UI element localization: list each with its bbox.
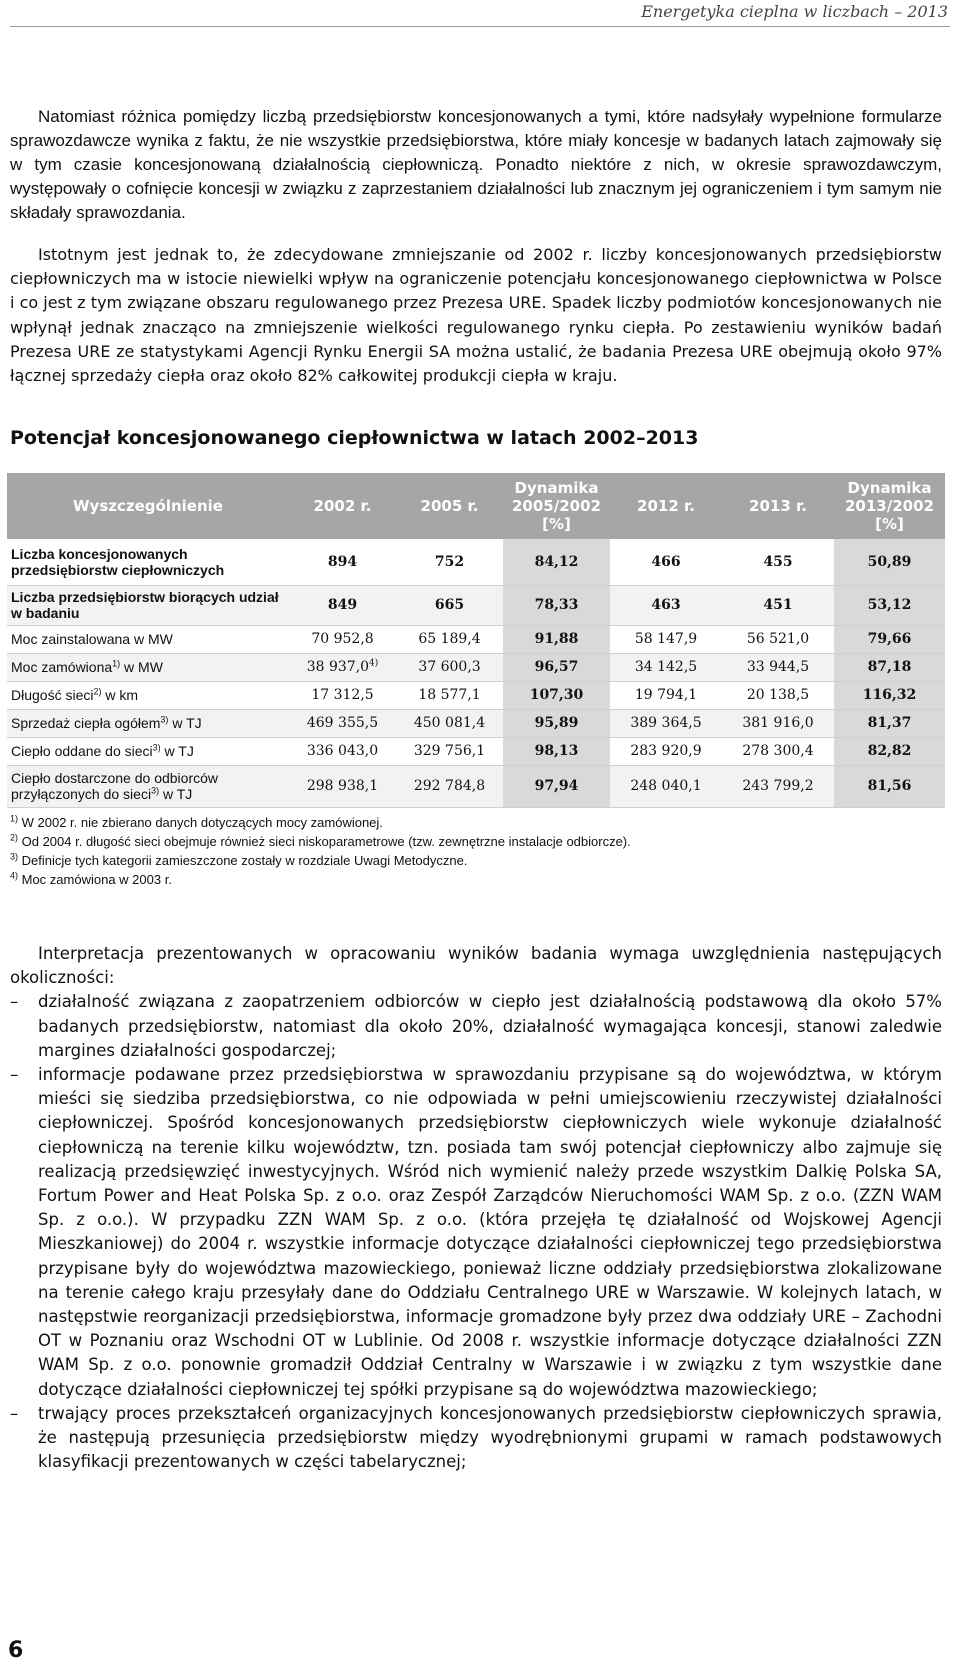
header-cell: 2002 r.: [289, 473, 396, 539]
row-label-unit: w km: [101, 687, 139, 703]
table-row: [7, 539, 945, 585]
cell: 451: [722, 585, 834, 625]
cell: 56 521,0: [722, 625, 834, 653]
list-item-text: trwający proces przekształceń organizacyjnych koncesjonowanych przedsiębiorstw ciepłowniczych sprawia, że następują przesunięcia przedsiębiorstw między wyodrębnionymi grupami w ramach podstawowych klasyfikacji prezentowanych w części tabelarycznej;: [38, 1403, 942, 1472]
footnote-text: Moc zamówiona w 2003 r.: [18, 872, 172, 887]
dash-bullet: –: [10, 992, 19, 1012]
cell: 50,89: [834, 539, 945, 585]
cell: 292 784,8: [396, 765, 503, 807]
footnote-mark: 3): [151, 785, 160, 796]
cell: 79,66: [834, 625, 945, 653]
cell: 95,89: [503, 709, 610, 737]
cell: 20 138,5: [722, 681, 834, 709]
cell: 116,32: [834, 681, 945, 709]
footnote-mark: 4): [369, 658, 379, 669]
row-label: Liczba koncesjonowanych przedsiębiorstw ciepłowniczych: [7, 539, 289, 585]
header-cell: Wyszczególnienie: [7, 473, 289, 539]
cell: 37 600,3: [396, 653, 503, 681]
cell: 98,13: [503, 737, 610, 765]
footnote-text: Od 2004 r. długość sieci obejmuje również sieci niskoparametrowe (tzw. zewnętrzne instalacje odbiorcze).: [18, 834, 631, 849]
potential-table: [7, 473, 945, 808]
cell: 381 916,0: [722, 709, 834, 737]
dash-bullet: –: [10, 1065, 19, 1085]
cell: 336 043,0: [289, 737, 396, 765]
conditions-list: [10, 990, 942, 1474]
table-row: [7, 681, 945, 709]
footnote-text: W 2002 r. nie zbierano danych dotyczących mocy zamówionej.: [18, 815, 383, 830]
cell: 87,18: [834, 653, 945, 681]
header-cell: Dynamika 2013/2002 [%]: [834, 473, 945, 539]
footnote-mark: 1): [112, 658, 121, 669]
table-row: [7, 765, 945, 807]
footnote-mark: 1): [10, 813, 19, 824]
table-row: [7, 737, 945, 765]
cell: 283 920,9: [610, 737, 722, 765]
section-title: Potencjał koncesjonowanego ciepłownictwa w latach 2002–2013: [10, 427, 699, 449]
row-label: [7, 653, 289, 681]
cell: 849: [289, 585, 396, 625]
cell: 894: [289, 539, 396, 585]
cell: 33 944,5: [722, 653, 834, 681]
dash-bullet: –: [10, 1403, 19, 1423]
footnote-mark: 3): [152, 742, 161, 753]
cell: 78,33: [503, 585, 610, 625]
paragraph-2: Istotnym jest jednak to, że zdecydowane zmniejszanie od 2002 r. liczby koncesjonowanych przedsiębiorstw ciepłowniczych ma w istocie niewielki wpływ na ograniczenie potencjału koncesjonowanego ciepłownictwa w Polsce i co jest z tym związane obszaru regulowanego przez Prezesa URE. Spadek liczby podmiotów koncesjonowanych nie wpłynął jednak znacząco na zmniejszenie wielkości regulowanego rynku ciepła. Po zestawieniu wyników badań Prezesa URE ze statystykami Agencji Rynku Energii SA można ustalić, że badania Prezesa URE obejmują około 97% łącznej sprzedaży ciepła oraz około 82% całkowitej produkcji ciepła w kraju.: [10, 245, 942, 386]
list-item-text: działalność związana z zaopatrzeniem odbiorców w ciepło jest działalnością podstawową dla około 57% badanych przedsiębiorstw, natomiast dla około 20%, działalność wymagająca koncesji, stanowi zaledwie margines działalności gospodarczej;: [38, 992, 942, 1060]
table-row: [7, 625, 945, 653]
cell: 389 364,5: [610, 709, 722, 737]
footnote-mark: 3): [10, 851, 19, 862]
cell: 466: [610, 539, 722, 585]
cell: 96,57: [503, 653, 610, 681]
row-label-unit: w MW: [120, 659, 163, 675]
row-label: Moc zainstalowana w MW: [7, 625, 289, 653]
list-item: [10, 1402, 942, 1475]
row-label: [7, 737, 289, 765]
footnote-mark: 3): [160, 714, 169, 725]
cell: 248 040,1: [610, 765, 722, 807]
header-cell: 2005 r.: [396, 473, 503, 539]
cell: 107,30: [503, 681, 610, 709]
cell: 53,12: [834, 585, 945, 625]
row-label-unit: w TJ: [159, 786, 193, 802]
footnote: [10, 813, 940, 832]
footnote-text: Definicje tych kategorii zamieszczone zostały w rozdziale Uwagi Metodyczne.: [18, 853, 468, 868]
table-header-row: [7, 473, 945, 539]
cell: [289, 653, 396, 681]
cell: 58 147,9: [610, 625, 722, 653]
table-row: [7, 585, 945, 625]
footnote: [10, 832, 940, 851]
cell: 469 355,5: [289, 709, 396, 737]
cell: 17 312,5: [289, 681, 396, 709]
table-row: [7, 709, 945, 737]
footnote: [10, 851, 940, 870]
table-row: [7, 653, 945, 681]
cell: 81,37: [834, 709, 945, 737]
row-label-text: Ciepło dostarczone do odbiorców przyłączonych do sieci: [11, 770, 219, 802]
row-label-unit: w TJ: [160, 743, 194, 759]
footnote-mark: 4): [10, 870, 19, 881]
list-item-text: informacje podawane przez przedsiębiorstwa w sprawozdaniu przypisane są do województwa, w którym mieści się siedziba przedsiębiorstwa, co nie odpowiada w pełni umiejscowieniu rzeczywistej działalności ciepłowniczej. Spośród koncesjonowanych przedsiębiorstw ciepłowniczych wiele wykonuje działalność ciepłowniczą na terenie kilku województw, tzn. posiada tam swój potencjał ciepłowniczy albo zajmuje się realizacją przedsięwzięć inwestycyjnych. Wśród nich wymienić należy przede wszystkim Dalkię Polska SA, Fortum Power and Heat Polska Sp. z o.o. oraz Zespół Zarządców Nieruchomości WAM Sp. z o.o. (ZZN WAM Sp. z o.o.). W przypadku ZZN WAM Sp. z o.o. (która przejęła tę działalność od Wojskowej Agencji Mieszkaniowej) do 2004 r. wszystkie informacje dotyczące działalności ciepłowniczej tego przedsiębiorstwa przypisane były do województwa mazowieckiego, ponieważ liczne oddziały przedsiębiorstwa zlokalizowane na terenie całego kraju przesyłały dane do Oddziału Centralnego URE w Warszawie. W kolejnych latach, w następstwie reorganizacji przedsiębiorstwa, informacje gromadzone były przez dwa oddziały URE – Zachodni OT w Poznaniu oraz Wschodni OT w Lublinie. Od 2008 r. wszystkie informacje dotyczące działalności ZZN WAM Sp. z o.o. ponownie gromadził Oddział Centralny w Warszawie i w związku z tym wszystkie dane dotyczące działalności ciepłowniczej tej spółki przypisane są do województwa mazowieckiego;: [38, 1065, 942, 1399]
cell: 463: [610, 585, 722, 625]
row-label-text: Moc zamówiona: [11, 659, 113, 675]
cell: 70 952,8: [289, 625, 396, 653]
cell: 81,56: [834, 765, 945, 807]
row-label: Liczba przedsiębiorstw biorących udział w badaniu: [7, 585, 289, 625]
row-label-text: Ciepło oddane do sieci: [11, 743, 153, 759]
cell: 65 189,4: [396, 625, 503, 653]
cell: 243 799,2: [722, 765, 834, 807]
header-rule: [10, 26, 950, 27]
row-label: [7, 709, 289, 737]
row-label: [7, 765, 289, 807]
list-item: [10, 990, 942, 1063]
cell: 19 794,1: [610, 681, 722, 709]
header-cell: 2013 r.: [722, 473, 834, 539]
cell: 278 300,4: [722, 737, 834, 765]
cell: 82,82: [834, 737, 945, 765]
header-cell: 2012 r.: [610, 473, 722, 539]
cell: 34 142,5: [610, 653, 722, 681]
interpretation-intro: Interpretacja prezentowanych w opracowaniu wyników badania wymaga uwzględnienia następujących okoliczności:: [10, 944, 942, 988]
row-label: [7, 681, 289, 709]
list-item: [10, 1063, 942, 1402]
interpretation-section: [10, 942, 942, 1474]
cell: 298 938,1: [289, 765, 396, 807]
footnote: [10, 870, 940, 889]
cell: 752: [396, 539, 503, 585]
cell: 84,12: [503, 539, 610, 585]
row-label-unit: w TJ: [168, 715, 202, 731]
header-cell: Dynamika 2005/2002 [%]: [503, 473, 610, 539]
cell: 18 577,1: [396, 681, 503, 709]
footnote-mark: 2): [10, 832, 19, 843]
cell: 455: [722, 539, 834, 585]
cell: 97,94: [503, 765, 610, 807]
cell: 91,88: [503, 625, 610, 653]
paragraph-1: Natomiast różnica pomiędzy liczbą przedsiębiorstw koncesjonowanych a tymi, które nadsyłały wypełnione formularze sprawozdawcze wynika z faktu, że nie wszystkie przedsiębiorstwa, które miały koncesje w badanych latach zajmowały się w tym czasie koncesjonowaną działalnością ciepłowniczą. Ponadto niektóre z nich, w okresie sprawozdawczym, występowały o cofnięcie koncesji w związku z zaprzestaniem działalności lub znacznym jej ograniczeniem i tym samym nie składały sprawozdania.: [10, 107, 942, 222]
cell: 329 756,1: [396, 737, 503, 765]
footnotes: [10, 813, 940, 889]
row-label-text: Sprzedaż ciepła ogółem: [11, 715, 161, 731]
cell: 665: [396, 585, 503, 625]
running-header: Energetyka cieplna w liczbach – 2013: [641, 2, 948, 21]
footnote-mark: 2): [93, 686, 102, 697]
row-label-text: Długość sieci: [11, 687, 94, 703]
cell: 450 081,4: [396, 709, 503, 737]
page-number: 6: [8, 1638, 24, 1663]
cell-value: 38 937,0: [306, 659, 370, 675]
